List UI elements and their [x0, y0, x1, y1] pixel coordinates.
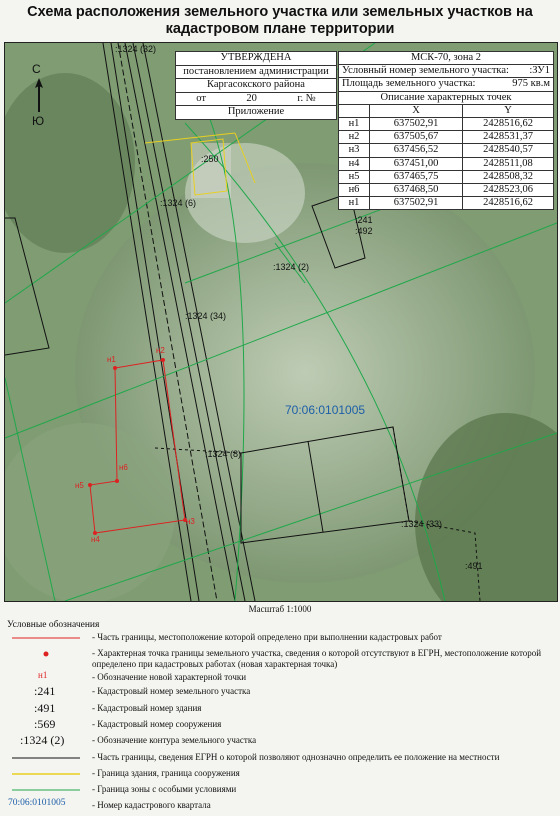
approval-date-line	[176, 93, 336, 107]
table-row: н2 637505,67 2428531,37	[339, 131, 553, 144]
approval-line2: постановлением администрации	[176, 66, 336, 80]
parcel-number-value: :ЗУ1	[529, 65, 550, 77]
contour-label-1324-34: :1324 (34)	[185, 311, 227, 321]
approval-appendix: Приложение	[227, 106, 285, 117]
scale-label: Масштаб 1:1000	[248, 604, 312, 614]
table-row: н1 637502,91 2428516,62	[339, 118, 553, 131]
contour-label-1324-2: :1324 (2)	[273, 262, 310, 272]
building-label-250: :250	[201, 154, 219, 164]
legend-title: Условные обозначения	[7, 620, 100, 630]
point-label-n5: н5	[75, 481, 84, 490]
legend-item: :1324 (2) - Обозначение контура земельного участка	[20, 733, 257, 747]
point-label-n1: н1	[107, 355, 116, 364]
point-label-n6: н6	[119, 463, 128, 472]
table-row: н4 637451,00 2428511,08	[339, 158, 553, 171]
coordinates-table	[338, 51, 554, 210]
legend-item: - Часть границы, сведения ЕГРН о которой позволяют однозначно определить ее положение на местности	[8, 750, 556, 766]
legend-item: :569 - Кадастровый номер сооружения	[34, 717, 222, 731]
approval-from: от	[196, 92, 206, 104]
table-row: н3 637456,52 2428540,57	[339, 144, 553, 157]
compass-north-label: С	[32, 62, 41, 76]
points-header: Описание характерных точек	[380, 91, 512, 103]
contour-label-1324-6: :1324 (6)	[160, 198, 197, 208]
red-point-icon	[8, 646, 84, 662]
table-row: н1 637502,91 2428516,62	[339, 197, 553, 209]
approval-line3: Каргасокского района	[176, 79, 336, 93]
legend-item: - Граница здания, граница сооружения	[8, 766, 556, 782]
contour-label-1324-33: :1324 (33)	[401, 519, 443, 529]
legend-item: 70:06:0101005 - Номер кадастрового квартала	[8, 798, 211, 810]
approval-box	[175, 51, 337, 120]
coord-system: МСК-70, зона 2	[410, 52, 482, 63]
area-value: 975 кв.м	[512, 78, 550, 90]
col-blank	[339, 105, 370, 117]
north-arrow-icon	[34, 78, 44, 112]
contour-label-1324-8: :1324 (8)	[205, 449, 242, 459]
col-y: Y	[504, 104, 512, 116]
legend-item: - Часть границы, местоположение которой определено при выполнении кадастровых работ	[8, 630, 556, 646]
legend-item: н1 - Обозначение новой характерной точки	[38, 670, 247, 682]
green-line-icon	[8, 782, 84, 798]
parcel-label-241: :241	[355, 215, 373, 225]
col-x: X	[370, 105, 463, 117]
table-row: н5 637465,75 2428508,32	[339, 171, 553, 184]
quarter-number: 70:06:0101005	[285, 403, 366, 417]
legend-item: :491 - Кадастровый номер здания	[34, 701, 202, 715]
approval-day: 20	[246, 92, 257, 104]
black-line-icon	[8, 750, 84, 766]
compass	[28, 62, 48, 130]
legend-item: - Граница зоны с особыми условиями	[8, 782, 556, 798]
point-label-n3: н3	[186, 517, 195, 526]
yellow-line-icon	[8, 766, 84, 782]
approval-number: г. №	[297, 92, 316, 104]
approval-title: УТВЕРЖДЕНА	[176, 52, 336, 66]
area-label: Площадь земельного участка:	[342, 78, 476, 90]
building-label-492: :492	[355, 226, 373, 236]
legend-item: - Характерная точка границы земельного участка, сведения о которой отсутствуют в ЕГРН, местоположение которой определено при кадастровых работах (новая характерная точка)	[8, 646, 556, 670]
parcel-number-label: Условный номер земельного участка:	[342, 65, 509, 77]
legend-item: :241 - Кадастровый номер земельного участка	[34, 684, 251, 698]
table-row: н6 637468,50 2428523,06	[339, 184, 553, 197]
contour-label-1324-32: :1324 (32)	[115, 44, 157, 54]
point-label-n4: н4	[91, 535, 100, 544]
point-label-n2: н2	[156, 346, 165, 355]
compass-south-label: Ю	[32, 114, 45, 128]
building-label-491: :491	[465, 561, 483, 571]
red-line-icon	[8, 630, 84, 646]
page-title: Схема расположения земельного участка или земельных участков на кадастровом плане территории	[27, 4, 533, 37]
